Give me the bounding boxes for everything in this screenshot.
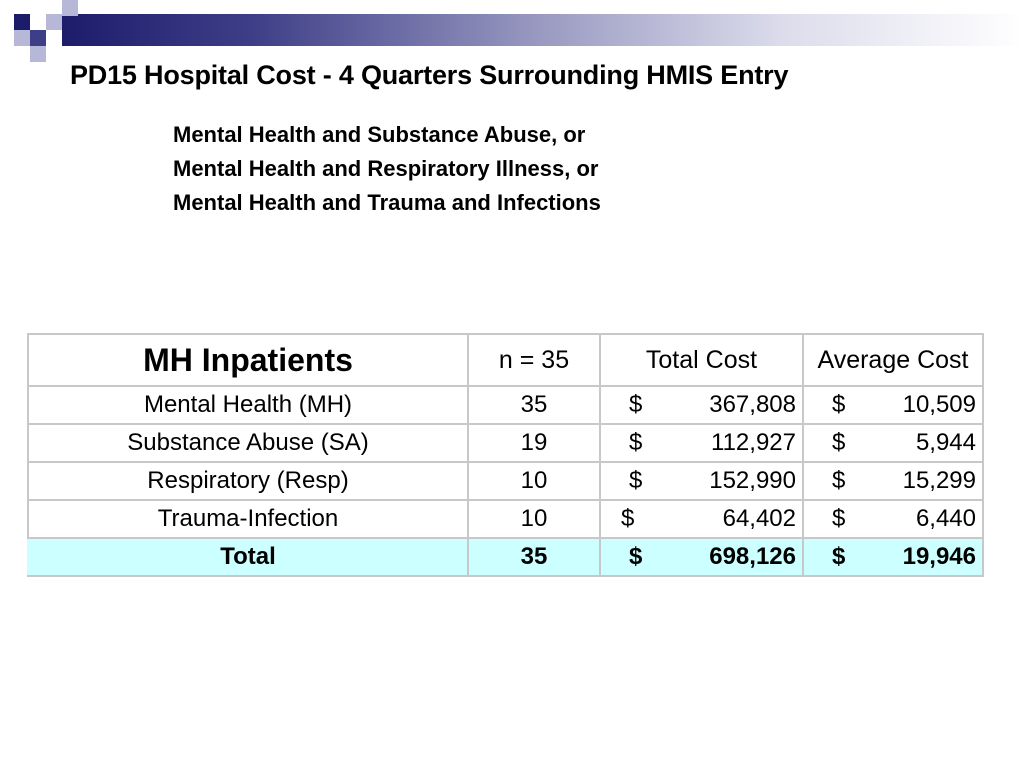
- row-total-cost: [600, 386, 803, 424]
- row-average-cost: [803, 386, 983, 424]
- row-n: 19: [468, 424, 600, 462]
- currency-symbol: $: [629, 543, 643, 570]
- slide-title: PD15 Hospital Cost - 4 Quarters Surrounding HMIS Entry: [70, 60, 789, 90]
- header-gradient-band: [60, 14, 1024, 46]
- currency-symbol: $: [832, 391, 846, 418]
- table-row: [28, 386, 983, 424]
- header-n: n = 35: [468, 334, 600, 386]
- total-average-cost: [803, 538, 983, 576]
- average-cost-value: 15,299: [902, 467, 976, 494]
- subtitle-line: Mental Health and Substance Abuse, or: [173, 122, 586, 147]
- row-average-cost: [803, 500, 983, 538]
- header-average-cost: Average Cost: [803, 334, 983, 386]
- cost-table: [27, 333, 984, 577]
- slide-subtitle: [173, 118, 601, 220]
- decor-square-icon: [14, 30, 30, 46]
- total-cost-value: 152,990: [709, 467, 796, 494]
- currency-symbol: $: [629, 429, 643, 456]
- currency-symbol: $: [832, 429, 846, 456]
- decor-square-icon: [30, 46, 46, 62]
- total-cost-value: 64,402: [722, 505, 796, 532]
- row-label: Respiratory (Resp): [28, 462, 468, 500]
- row-total-cost: [600, 462, 803, 500]
- table-row: [28, 462, 983, 500]
- decor-square-icon: [62, 0, 78, 16]
- decor-square-icon: [30, 30, 46, 46]
- currency-symbol: $: [832, 543, 846, 570]
- row-n: 10: [468, 462, 600, 500]
- average-cost-value: 6,440: [915, 505, 976, 532]
- header-group: MH Inpatients: [28, 334, 468, 386]
- row-total-cost: [600, 424, 803, 462]
- table-row: [28, 500, 983, 538]
- decor-square-icon: [30, 14, 46, 30]
- decor-square-icon: [14, 14, 30, 30]
- row-label: Trauma-Infection: [28, 500, 468, 538]
- row-n: 35: [468, 386, 600, 424]
- total-cost-value: 112,927: [711, 429, 796, 456]
- total-total-cost: [600, 538, 803, 576]
- currency-symbol: $: [629, 391, 643, 418]
- total-cost-value: 367,808: [709, 391, 796, 418]
- currency-symbol: $: [621, 505, 635, 532]
- average-cost-value: 5,944: [915, 429, 976, 456]
- subtitle-line: Mental Health and Trauma and Infections: [173, 190, 601, 215]
- currency-symbol: $: [832, 467, 846, 494]
- row-n: 10: [468, 500, 600, 538]
- subtitle-line: Mental Health and Respiratory Illness, or: [173, 156, 599, 181]
- average-cost-value: 19,946: [902, 543, 976, 570]
- table-header-row: [28, 334, 983, 386]
- total-label: Total: [28, 538, 468, 576]
- header-total-cost: Total Cost: [600, 334, 803, 386]
- total-n: 35: [468, 538, 600, 576]
- total-cost-value: 698,126: [709, 543, 796, 570]
- row-label: Substance Abuse (SA): [28, 424, 468, 462]
- currency-symbol: $: [629, 467, 643, 494]
- table-total-row: [28, 538, 983, 576]
- table-row: [28, 424, 983, 462]
- row-average-cost: [803, 462, 983, 500]
- row-label: Mental Health (MH): [28, 386, 468, 424]
- currency-symbol: $: [832, 505, 846, 532]
- decor-square-icon: [46, 14, 62, 30]
- decor-square-icon: [46, 30, 62, 46]
- average-cost-value: 10,509: [902, 391, 976, 418]
- row-average-cost: [803, 424, 983, 462]
- row-total-cost: [600, 500, 803, 538]
